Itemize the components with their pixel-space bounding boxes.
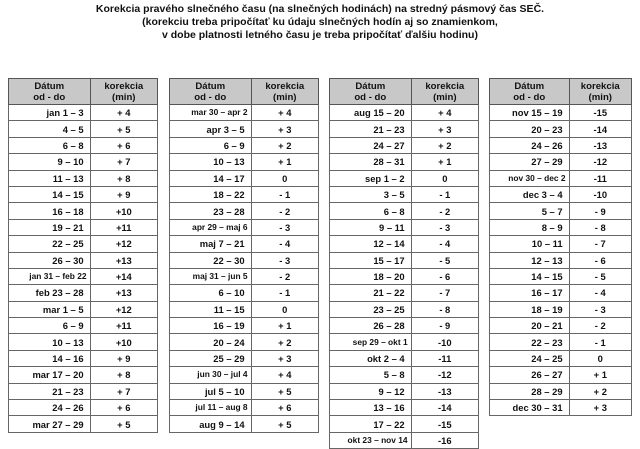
table-row: [490, 301, 632, 317]
date-range-cell: dec 3 – 4: [490, 186, 570, 202]
date-range-cell: sep 29 – okt 1: [330, 334, 412, 350]
table-row: [490, 137, 632, 153]
date-range-cell: 14 – 15: [490, 268, 570, 284]
date-range-cell: 4 – 5: [9, 121, 91, 137]
date-range-cell: 6 – 10: [170, 285, 252, 301]
table-row: [490, 383, 632, 399]
date-range-cell: sep 1 – 2: [330, 170, 412, 186]
table-row: [330, 367, 479, 383]
table-row: [330, 318, 479, 334]
date-header-line-2: od - do: [194, 91, 227, 103]
date-range-cell: 6 – 9: [9, 318, 91, 334]
date-header-line-2: od - do: [354, 91, 387, 103]
date-range-cell: 23 – 28: [170, 203, 252, 219]
correction-table-1: [8, 78, 158, 433]
table-row: [170, 334, 319, 350]
correction-column-header: [251, 79, 318, 105]
table-row: [490, 203, 632, 219]
date-range-cell: 10 – 13: [9, 334, 91, 350]
table-row: [9, 383, 158, 399]
table-row: [9, 186, 158, 202]
table-row: [330, 285, 479, 301]
date-range-cell: 16 – 19: [170, 318, 252, 334]
correction-value-cell: + 7: [90, 154, 157, 170]
table-row: [9, 285, 158, 301]
table-row: [490, 268, 632, 284]
correction-value-cell: -16: [411, 432, 478, 448]
table-row: [170, 285, 319, 301]
correction-value-cell: -10: [411, 334, 478, 350]
corr-header-line-2: (min): [433, 91, 457, 103]
date-range-cell: 16 – 17: [490, 285, 570, 301]
table-row: [170, 236, 319, 252]
table-row: [9, 121, 158, 137]
table-row: [490, 105, 632, 121]
correction-value-cell: +13: [90, 285, 157, 301]
correction-value-cell: + 5: [90, 416, 157, 432]
date-range-cell: 9 – 10: [9, 154, 91, 170]
correction-value-cell: 0: [251, 170, 318, 186]
date-range-cell: 18 – 22: [170, 186, 252, 202]
date-range-cell: 19 – 21: [9, 219, 91, 235]
date-range-cell: jul 5 – 10: [170, 383, 252, 399]
table-row: [170, 219, 319, 235]
correction-value-cell: - 7: [569, 236, 631, 252]
table-row: [330, 383, 479, 399]
date-range-cell: mar 17 – 20: [9, 367, 91, 383]
correction-value-cell: - 3: [251, 219, 318, 235]
table-row: [9, 105, 158, 121]
corr-header-line-1: korekcia: [104, 80, 144, 92]
correction-value-cell: 0: [251, 301, 318, 317]
title-line-2: (korekciu treba pripočítať ku údaju slnečných hodín aj so znamienkom,: [142, 16, 498, 28]
date-range-cell: feb 23 – 28: [9, 285, 91, 301]
date-range-cell: 10 – 13: [170, 154, 252, 170]
correction-value-cell: + 1: [569, 367, 631, 383]
date-range-cell: 24 – 27: [330, 137, 412, 153]
correction-value-cell: - 2: [569, 318, 631, 334]
table-row: [170, 400, 319, 416]
date-range-cell: 26 – 30: [9, 252, 91, 268]
date-range-cell: jun 30 – jul 4: [170, 367, 252, 383]
correction-value-cell: + 3: [569, 400, 631, 416]
date-column-header: [9, 79, 91, 105]
correction-value-cell: -13: [411, 383, 478, 399]
correction-value-cell: -14: [569, 121, 631, 137]
date-range-cell: jan 31 – feb 22: [9, 268, 91, 284]
correction-value-cell: + 8: [90, 367, 157, 383]
correction-value-cell: - 1: [251, 186, 318, 202]
date-range-cell: 26 – 27: [490, 367, 570, 383]
date-range-cell: 27 – 29: [490, 154, 570, 170]
date-range-cell: apr 3 – 5: [170, 121, 252, 137]
correction-value-cell: +11: [90, 318, 157, 334]
correction-value-cell: + 5: [90, 121, 157, 137]
header-row: [330, 79, 479, 105]
corr-header-line-1: korekcia: [425, 80, 465, 92]
correction-value-cell: + 8: [90, 170, 157, 186]
corr-header-line-2: (min): [273, 91, 297, 103]
date-range-cell: 17 – 22: [330, 416, 412, 432]
correction-value-cell: + 3: [251, 350, 318, 366]
table-row: [170, 350, 319, 366]
date-column-header: [170, 79, 252, 105]
corr-header-line-1: korekcia: [265, 80, 305, 92]
correction-value-cell: - 8: [411, 301, 478, 317]
date-range-cell: nov 30 – dec 2: [490, 170, 570, 186]
date-range-cell: 26 – 28: [330, 318, 412, 334]
date-range-cell: okt 23 – nov 14: [330, 432, 412, 448]
date-range-cell: maj 31 – jun 5: [170, 268, 252, 284]
table-row: [490, 219, 632, 235]
date-range-cell: nov 15 – 19: [490, 105, 570, 121]
table-row: [330, 219, 479, 235]
correction-value-cell: - 2: [251, 268, 318, 284]
table-row: [170, 186, 319, 202]
table-row: [330, 268, 479, 284]
date-range-cell: 24 – 25: [490, 350, 570, 366]
date-range-cell: 6 – 8: [330, 203, 412, 219]
table-row: [490, 170, 632, 186]
table-row: [330, 416, 479, 432]
correction-value-cell: + 3: [251, 121, 318, 137]
date-range-cell: 14 – 15: [9, 186, 91, 202]
correction-column-header: [90, 79, 157, 105]
date-header-line-1: Dátum: [195, 80, 226, 92]
correction-value-cell: -15: [569, 105, 631, 121]
table-row: [490, 350, 632, 366]
correction-value-cell: - 2: [411, 203, 478, 219]
date-range-cell: 3 – 5: [330, 186, 412, 202]
table-row: [330, 334, 479, 350]
correction-value-cell: + 2: [569, 383, 631, 399]
correction-column-header: [411, 79, 478, 105]
correction-value-cell: 0: [569, 350, 631, 366]
table-row: [9, 416, 158, 432]
table-row: [330, 154, 479, 170]
title-line-1: Korekcia pravého slnečného času (na slnečných hodinách) na stredný pásmový čas SEČ.: [95, 3, 545, 15]
header-row: [170, 79, 319, 105]
correction-value-cell: - 4: [569, 285, 631, 301]
date-range-cell: 15 – 17: [330, 252, 412, 268]
date-range-cell: 8 – 9: [490, 219, 570, 235]
table-row: [490, 154, 632, 170]
correction-value-cell: + 6: [251, 400, 318, 416]
date-range-cell: mar 1 – 5: [9, 301, 91, 317]
correction-value-cell: - 5: [411, 252, 478, 268]
table-row: [490, 186, 632, 202]
table-row: [490, 252, 632, 268]
table-row: [490, 285, 632, 301]
date-range-cell: 11 – 13: [9, 170, 91, 186]
correction-value-cell: - 2: [251, 203, 318, 219]
correction-value-cell: + 1: [251, 154, 318, 170]
correction-value-cell: +10: [90, 334, 157, 350]
correction-value-cell: + 2: [251, 334, 318, 350]
date-column-header: [330, 79, 412, 105]
table-row: [9, 367, 158, 383]
correction-value-cell: + 5: [251, 416, 318, 432]
correction-value-cell: + 6: [90, 400, 157, 416]
header-row: [9, 79, 158, 105]
table-row: [170, 367, 319, 383]
date-range-cell: apr 29 – maj 6: [170, 219, 252, 235]
table-row: [170, 203, 319, 219]
date-range-cell: 24 – 26: [9, 400, 91, 416]
correction-value-cell: - 9: [411, 318, 478, 334]
table-row: [330, 137, 479, 153]
correction-value-cell: +10: [90, 203, 157, 219]
correction-value-cell: - 9: [569, 203, 631, 219]
date-range-cell: mar 30 – apr 2: [170, 105, 252, 121]
correction-value-cell: + 9: [90, 186, 157, 202]
table-row: [9, 154, 158, 170]
table-row: [330, 236, 479, 252]
correction-value-cell: - 5: [569, 268, 631, 284]
table-row: [9, 268, 158, 284]
correction-value-cell: + 1: [251, 318, 318, 334]
date-column-header: [490, 79, 570, 105]
date-range-cell: jul 11 – aug 8: [170, 400, 252, 416]
correction-value-cell: + 3: [411, 121, 478, 137]
table-row: [490, 400, 632, 416]
table-row: [330, 432, 479, 448]
correction-value-cell: + 1: [411, 154, 478, 170]
date-header-line-2: od - do: [33, 91, 66, 103]
correction-value-cell: - 3: [251, 252, 318, 268]
date-range-cell: okt 2 – 4: [330, 350, 412, 366]
correction-value-cell: + 2: [411, 137, 478, 153]
correction-value-cell: + 2: [251, 137, 318, 153]
correction-value-cell: - 8: [569, 219, 631, 235]
table-row: [9, 334, 158, 350]
correction-value-cell: - 3: [411, 219, 478, 235]
table-row: [170, 137, 319, 153]
date-range-cell: 14 – 17: [170, 170, 252, 186]
date-range-cell: 22 – 25: [9, 236, 91, 252]
table-row: [170, 170, 319, 186]
table-row: [170, 105, 319, 121]
correction-value-cell: + 4: [251, 367, 318, 383]
correction-column-header: [569, 79, 631, 105]
correction-value-cell: +11: [90, 219, 157, 235]
date-range-cell: 22 – 30: [170, 252, 252, 268]
table-row: [170, 383, 319, 399]
correction-value-cell: -12: [569, 154, 631, 170]
correction-value-cell: 0: [411, 170, 478, 186]
date-range-cell: 21 – 23: [9, 383, 91, 399]
table-row: [490, 236, 632, 252]
date-range-cell: 14 – 16: [9, 350, 91, 366]
correction-value-cell: - 7: [411, 285, 478, 301]
date-range-cell: 5 – 7: [490, 203, 570, 219]
correction-value-cell: + 7: [90, 383, 157, 399]
date-range-cell: aug 9 – 14: [170, 416, 252, 432]
date-range-cell: 23 – 25: [330, 301, 412, 317]
table-row: [330, 252, 479, 268]
date-range-cell: maj 7 – 21: [170, 236, 252, 252]
table-row: [9, 236, 158, 252]
correction-value-cell: -15: [411, 416, 478, 432]
date-range-cell: 5 – 8: [330, 367, 412, 383]
table-row: [330, 301, 479, 317]
correction-value-cell: +14: [90, 268, 157, 284]
date-range-cell: 13 – 16: [330, 400, 412, 416]
date-range-cell: 24 – 26: [490, 137, 570, 153]
table-row: [330, 350, 479, 366]
date-range-cell: 22 – 23: [490, 334, 570, 350]
date-range-cell: 11 – 15: [170, 301, 252, 317]
table-row: [490, 367, 632, 383]
date-range-cell: 20 – 21: [490, 318, 570, 334]
date-range-cell: jan 1 – 3: [9, 105, 91, 121]
correction-value-cell: +12: [90, 236, 157, 252]
date-range-cell: aug 15 – 20: [330, 105, 412, 121]
correction-value-cell: -11: [569, 170, 631, 186]
correction-value-cell: + 6: [90, 137, 157, 153]
table-row: [170, 121, 319, 137]
table-row: [330, 105, 479, 121]
table-row: [9, 400, 158, 416]
correction-table-2: [169, 78, 319, 433]
corr-header-line-2: (min): [112, 91, 136, 103]
table-row: [9, 137, 158, 153]
date-range-cell: 25 – 29: [170, 350, 252, 366]
title-line-3: v dobe platnosti letného času je treba pripočítať ďalšiu hodinu): [162, 29, 478, 41]
date-range-cell: 12 – 13: [490, 252, 570, 268]
correction-value-cell: -14: [411, 400, 478, 416]
correction-value-cell: -10: [569, 186, 631, 202]
correction-value-cell: - 1: [251, 285, 318, 301]
table-row: [9, 301, 158, 317]
correction-value-cell: - 4: [251, 236, 318, 252]
date-range-cell: mar 27 – 29: [9, 416, 91, 432]
table-row: [330, 121, 479, 137]
table-row: [9, 318, 158, 334]
date-range-cell: 6 – 8: [9, 137, 91, 153]
correction-value-cell: - 1: [411, 186, 478, 202]
table-row: [170, 318, 319, 334]
table-row: [9, 170, 158, 186]
correction-value-cell: - 6: [411, 268, 478, 284]
table-row: [490, 121, 632, 137]
date-range-cell: 20 – 24: [170, 334, 252, 350]
table-row: [330, 203, 479, 219]
corr-header-line-1: korekcia: [580, 80, 620, 92]
date-header-line-2: od - do: [513, 91, 546, 103]
correction-value-cell: + 9: [90, 350, 157, 366]
correction-value-cell: -12: [411, 367, 478, 383]
correction-value-cell: + 4: [90, 105, 157, 121]
correction-table-3: [329, 78, 479, 449]
correction-value-cell: - 1: [569, 334, 631, 350]
table-row: [170, 268, 319, 284]
table-row: [9, 203, 158, 219]
table-row: [170, 301, 319, 317]
table-row: [9, 252, 158, 268]
date-range-cell: 21 – 22: [330, 285, 412, 301]
date-range-cell: 20 – 23: [490, 121, 570, 137]
correction-value-cell: -11: [411, 350, 478, 366]
correction-value-cell: - 3: [569, 301, 631, 317]
corr-header-line-2: (min): [588, 91, 612, 103]
date-range-cell: dec 30 – 31: [490, 400, 570, 416]
date-header-line-1: Dátum: [355, 80, 386, 92]
header-row: [490, 79, 632, 105]
table-row: [330, 400, 479, 416]
table-row: [490, 334, 632, 350]
date-range-cell: 28 – 31: [330, 154, 412, 170]
date-range-cell: 6 – 9: [170, 137, 252, 153]
date-range-cell: 12 – 14: [330, 236, 412, 252]
date-header-line-1: Dátum: [34, 80, 65, 92]
table-row: [170, 154, 319, 170]
correction-value-cell: - 4: [411, 236, 478, 252]
correction-table-4: [489, 78, 632, 416]
date-range-cell: 18 – 20: [330, 268, 412, 284]
table-row: [9, 219, 158, 235]
correction-value-cell: +12: [90, 301, 157, 317]
correction-value-cell: + 4: [251, 105, 318, 121]
date-range-cell: 28 – 29: [490, 383, 570, 399]
table-row: [490, 318, 632, 334]
date-range-cell: 21 – 23: [330, 121, 412, 137]
correction-value-cell: +13: [90, 252, 157, 268]
table-row: [330, 186, 479, 202]
table-row: [330, 170, 479, 186]
correction-value-cell: -13: [569, 137, 631, 153]
date-range-cell: 16 – 18: [9, 203, 91, 219]
date-range-cell: 18 – 19: [490, 301, 570, 317]
date-range-cell: 9 – 12: [330, 383, 412, 399]
date-range-cell: 9 – 11: [330, 219, 412, 235]
correction-value-cell: + 4: [411, 105, 478, 121]
date-range-cell: 10 – 11: [490, 236, 570, 252]
correction-value-cell: + 5: [251, 383, 318, 399]
table-row: [9, 350, 158, 366]
table-row: [170, 416, 319, 432]
table-row: [170, 252, 319, 268]
date-header-line-1: Dátum: [514, 80, 545, 92]
page-title: [0, 3, 640, 42]
correction-value-cell: - 6: [569, 252, 631, 268]
